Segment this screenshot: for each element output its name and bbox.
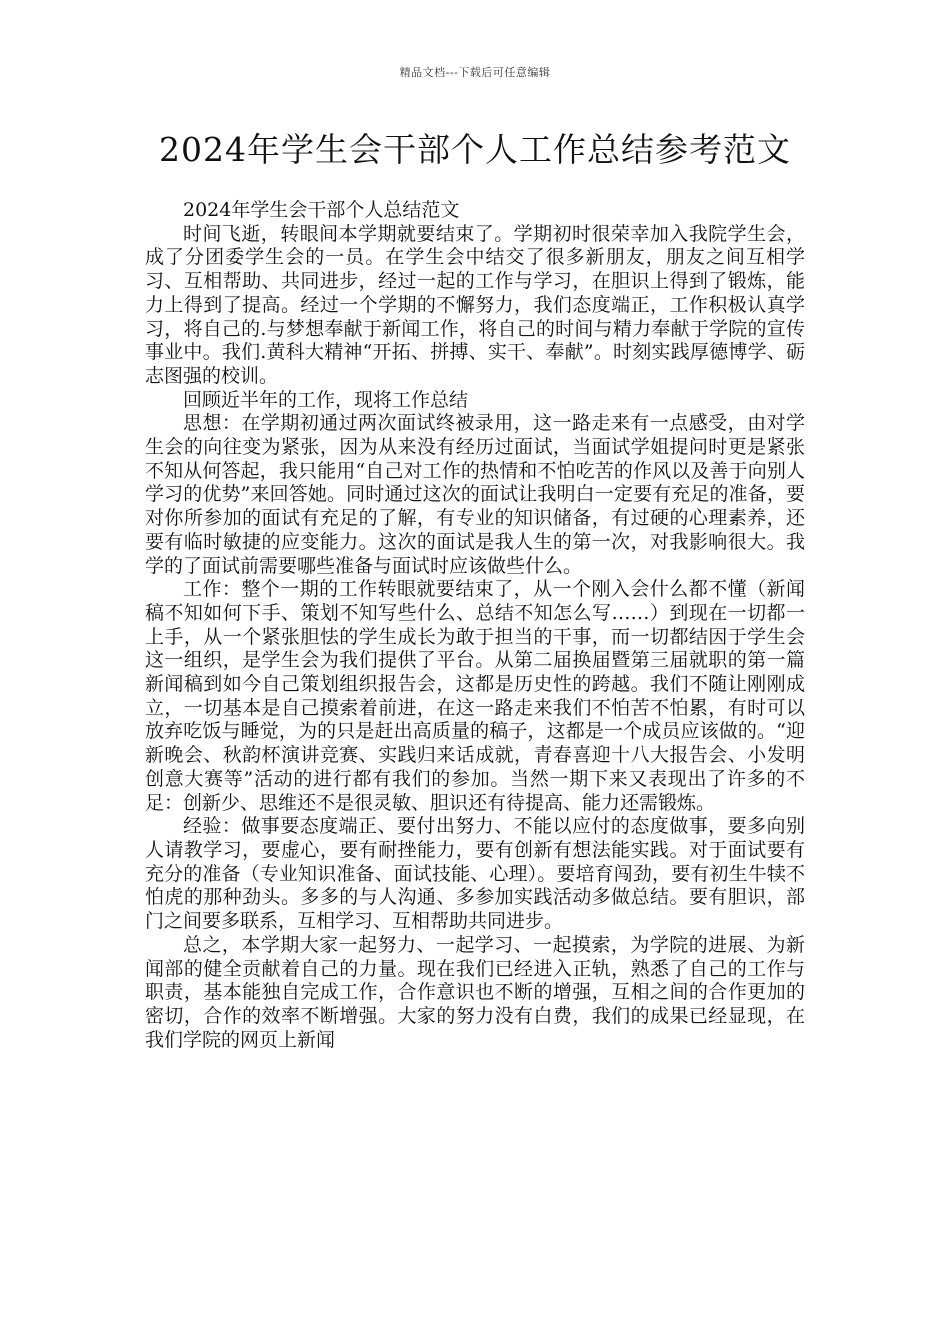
paragraph-experience: 经验：做事要态度端正、要付出努力、不能以应付的态度做事，要多向别人请教学习，要虚心，要有耐挫能力，要有创新有想法能实践。对于面试要有充分的准备（专业知识准备、面试技能、心理）。要培育闯劲，要有初生牛犊不怕虎的那种劲头。多多的与人沟通、多参加实践活动多做总结。要有胆识，部门之间要多联系，互相学习、互相帮助共同进步。: [145, 815, 805, 933]
paragraph-conclusion: 总之，本学期大家一起努力、一起学习、一起摸索，为学院的进展、为新闻部的健全贡献着自己的力量。现在我们已经进入正轨，熟悉了自己的工作与职责，基本能独自完成工作，合作意识也不断的增强，互相之间的合作更加的密切，合作的效率不断增强。大家的努力没有白费，我们的成果已经显现，在我们学院的网页上新闻: [145, 933, 805, 1051]
document-body: [145, 199, 805, 1052]
paragraph-work: 工作：整个一期的工作转眼就要结束了，从一个刚入会什么都不懂（新闻稿不知如何下手、策划不知写些什么、总结不知怎么写……）到现在一切都一上手，从一个紧张胆怯的学生成长为敢于担当的干事，而一切都结因于学生会这一组织，是学生会为我们提供了平台。从第二届换届暨第三届就职的第一篇新闻稿到如今自己策划组织报告会，这都是历史性的跨越。我们不随让刚刚成立，一切基本是自己摸索着前进，在这一路走来我们不怕苦不怕累，有时可以放弃吃饭与睡觉，为的只是赶出高质量的稿子，这都是一个成员应该做的。“迎新晚会、秋韵杯演讲竞赛、实践归来话成就，青春喜迎十八大报告会、小发明创意大赛等”活动的进行都有我们的参加。当然一期下来又表现出了许多的不足：创新少、思维还不是很灵敏、胆识还有待提高、能力还需锻炼。: [145, 578, 805, 814]
paragraph-thought: 思想：在学期初通过两次面试终被录用，这一路走来有一点感受，由对学生会的向往变为紧张，因为从来没有经历过面试，当面试学姐提问时更是紧张不知从何答起，我只能用“自己对工作的热情和不怕吃苦的作风以及善于向别人学习的优势”来回答她。同时通过这次的面试让我明白一定要有充足的准备，要对你所参加的面试有充足的了解，有专业的知识储备，有过硬的心理素养，还要有临时敏捷的应变能力。这次的面试是我人生的第一次，对我影响很大。我学的了面试前需要哪些准备与面试时应该做些什么。: [145, 412, 805, 577]
header-note: 精品文档---下载后可任意编辑: [399, 66, 551, 79]
document-title: 2024年学生会干部个人工作总结参考范文: [159, 130, 791, 169]
paragraph-subtitle: 2024年学生会干部个人总结范文: [183, 199, 460, 221]
paragraph-intro: 时间飞逝，转眼间本学期就要结束了。学期初时很荣幸加入我院学生会，成了分团委学生会的一员。在学生会中结交了很多新朋友，朋友之间互相学习、互相帮助、共同进步，经过一起的工作与学习，在胆识上得到了锻炼，能力上得到了提高。经过一个学期的不懈努力，我们态度端正，工作积极认真学习，将自己的.与梦想奉献于新闻工作，将自己的时间与精力奉献于学院的宣传事业中。我们.黄科大精神“开拓、拼搏、实干、奉献”。时刻实践厚德博学、砺志图强的校训。: [145, 222, 805, 387]
paragraph-review-heading: 回顾近半年的工作，现将工作总结: [183, 388, 469, 411]
